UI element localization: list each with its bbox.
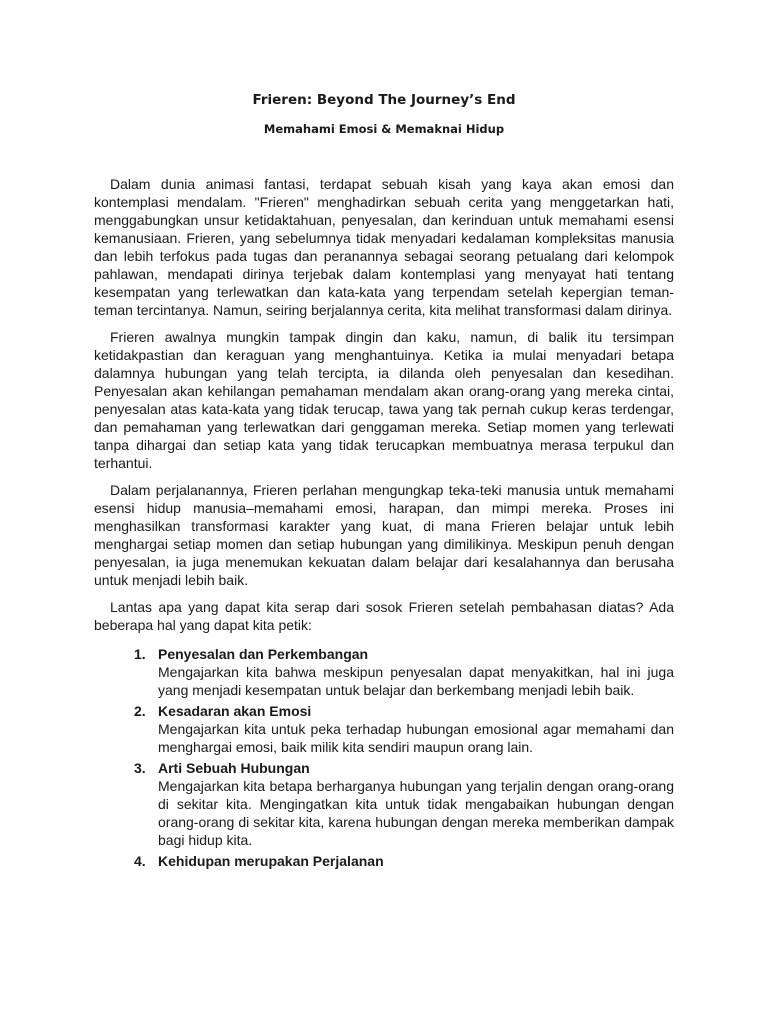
- list-item-title: Kesadaran akan Emosi: [158, 703, 312, 719]
- paragraph-3: Dalam perjalanannya, Frieren perlahan mengungkap teka-teki manusia untuk memahami esensi hidup manusia–memahami emosi, harapan, dan mimpi mereka. Proses ini menghasilkan transformasi karakter yang kuat, di mana Frieren belajar untuk lebih menghargai setiap momen dan setiap hubungan yang dimilikinya. Meskipun penuh dengan penyesalan, ia juga menemukan kekuatan dalam belajar dari kesalahannya dan berusaha untuk menjadi lebih baik.: [94, 482, 674, 588]
- list-item: [134, 852, 674, 870]
- document-subtitle: Memahami Emosi & Memaknai Hidup: [263, 122, 505, 136]
- list-item-description: Mengajarkan kita bahwa meskipun penyesalan dapat menyakitkan, hal ini juga yang menjadi kesempatan untuk belajar dan berkembang menjadi lebih baik.: [158, 664, 674, 698]
- paragraph-1: Dalam dunia animasi fantasi, terdapat sebuah kisah yang kaya akan emosi dan kontemplasi mendalam. "Frieren" menghadirkan sebuah cerita yang menggetarkan hati, menggabungkan unsur ketidaktahuan, penyesalan, dan kerinduan untuk memahami esensi kemanusiaan. Frieren, yang sebelumnya tidak menyadari kedalaman kompleksitas manusia dan lebih terfokus pada tugas dan peranannya sebagai seorang petualang dari kelompok pahlawan, mendapati dirinya terjebak dalam kontemplasi yang menyayat hati tentang kesempatan yang terlewatkan dan kata-kata yang terpendam setelah kepergian teman-teman tercintanya. Namun, seiring berjalannya cerita, kita melihat transformasi dalam dirinya.: [94, 176, 674, 318]
- list-item-number: 3.: [134, 760, 146, 776]
- document-title: Frieren: Beyond The Journey’s End: [252, 92, 516, 108]
- list-item: [134, 702, 674, 756]
- lessons-list: [94, 645, 674, 870]
- list-item-number: 4.: [134, 853, 146, 869]
- list-item-title: Arti Sebuah Hubungan: [158, 760, 310, 776]
- document-page: [94, 90, 674, 873]
- paragraph-4: Lantas apa yang dapat kita serap dari sosok Frieren setelah pembahasan diatas? Ada beberapa hal yang dapat kita petik:: [94, 599, 674, 633]
- list-item-title: Penyesalan dan Perkembangan: [158, 646, 369, 662]
- list-item-title: Kehidupan merupakan Perjalanan: [158, 853, 384, 869]
- paragraph-2: Frieren awalnya mungkin tampak dingin dan kaku, namun, di balik itu tersimpan ketidakpastian dan keraguan yang menghantuinya. Ketika ia mulai menyadari betapa dalamnya hubungan yang telah tercipta, ia dilanda oleh penyesalan dan kesedihan. Penyesalan akan kehilangan pemahaman mendalam akan orang-orang yang mereka cintai, penyesalan atas kata-kata yang tidak terucap, tawa yang tak pernah cukup keras terdengar, dan pemahaman yang terlewatkan dari genggaman mereka. Setiap momen yang terlewati tanpa dihargai dan setiap kata yang tidak terucapkan membuatnya merasa terpukul dan terhantui.: [94, 329, 674, 471]
- list-item-number: 2.: [134, 703, 146, 719]
- list-item-description: Mengajarkan kita untuk peka terhadap hubungan emosional agar memahami dan menghargai emosi, baik milik kita sendiri maupun orang lain.: [158, 721, 674, 755]
- list-item-number: 1.: [134, 646, 146, 662]
- list-item: [134, 645, 674, 699]
- list-item: [134, 759, 674, 849]
- list-item-description: Mengajarkan kita betapa berharganya hubungan yang terjalin dengan orang-orang di sekitar kita. Mengingatkan kita untuk tidak mengabaikan hubungan dengan orang-orang di sekitar kita, karena hubungan dengan mereka memberikan dampak bagi hidup kita.: [158, 778, 674, 848]
